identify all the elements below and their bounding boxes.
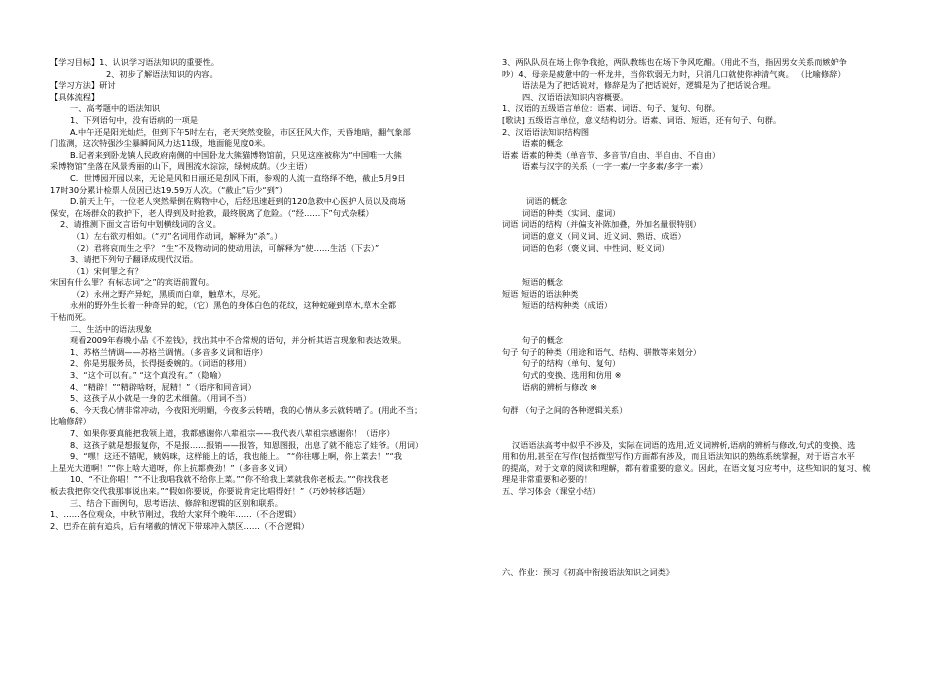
blank-line (502, 416, 906, 428)
text-line: 永州的野外生长着一种奇异的蛇，（它）黑色的身体白色的花纹，这种蛇碰到草木,草木全都 (70, 300, 397, 311)
blank-line (502, 173, 906, 185)
text-line: 用和仿用,甚至在写作(包括微型写作)方面都有涉及，而且语法知识的熟练系统掌握，对于语言水平 (502, 451, 855, 462)
text-line: 1、苏格兰情调——苏格兰调情。（多音多义词和语序） (70, 346, 268, 357)
text-line: 板去我把你交代我那事说出来。”“假如你要说，你要说肯定比唱得好！”（巧妙转移话题） (50, 485, 370, 496)
text-line: 短语 短语的语法种类 (502, 288, 579, 299)
text-line: 2、汉语语法知识结构图 (502, 126, 590, 137)
text-line: 8、这孩子就是想报复你，不是报……报销——报答，知恩图报，出息了就不能忘了娃爷。（用词） (70, 439, 424, 450)
text-line: 语素 语素的种类（单音节、多音节/自由、半自由、不自由） (502, 149, 721, 160)
text-line: 干枯而死。 (50, 312, 91, 323)
text-line: 句式的变换、选用和仿用 ※ (522, 370, 622, 381)
text-line: （2）君将哀而生之乎？ “生”不及物动词的使动用法，可解释为“使……生活（下去）” (72, 242, 380, 253)
text-line: 词语的色彩（褒义词、中性词、贬义词） (522, 242, 670, 253)
text-line: 句子 句子的种类（用途和语气、结构、骈散等来划分） (502, 346, 702, 357)
text-line: C．世博园开园以来，无论是风和日丽还是刮风下雨，参观的人流一直络绎不绝，截止5月9日 (70, 172, 406, 183)
text-line: 一、高考题中的语法知识 (70, 103, 161, 114)
text-line: 【具体流程】 (50, 91, 100, 102)
text-line: 语法是为了把话说对，修辞是为了把话说好，逻辑是为了把话说合理。 (522, 80, 776, 91)
blank-line (502, 521, 906, 533)
text-line: [歌诀] 五级语言单位，意义结构切分。语素、词语、短语，还有句子、句群。 (502, 114, 782, 125)
text-line: 词语 词语的结构（并偏支补陈加叠，外加名量很特别） (502, 219, 702, 230)
text-line: 上星光大道啊！”“你上啥大道呀，你上抗都费劲！”（多音多义词） (50, 462, 292, 473)
text-line: 2、巴乔在前有追兵，后有堵截的情况下带球冲入禁区……（不合逻辑） (50, 520, 310, 531)
text-line: 1、汉语的五级语言单位：语素、词语、句子、复句、句群。 (502, 103, 721, 114)
text-line: 二、生活中的语法现象 (70, 323, 152, 334)
blank-line (502, 498, 906, 510)
text-line: 汉语语法高考中似乎不涉及，实际在词语的选用,近义词辨析,语病的辨析与修改,句式的变换、选 (512, 439, 856, 450)
text-line: 句子的概念 (522, 335, 563, 346)
text-line: 9、“嘿！这还不错呢，姨妈咪，这样能上的话，我也能上。 ”“你往哪上啊，你上菜去！”“我 (70, 451, 402, 462)
blank-line (502, 532, 906, 544)
text-line: （1）左右欲刃相如。（“刃”名词用作动词，解释为“杀”。） (72, 230, 283, 241)
text-line: 词语的意义（同义词、近义词、熟语、成语） (522, 230, 686, 241)
text-line: 三、结合下面例句，思考语法、修辞和逻辑的区别和联系。 (70, 497, 283, 508)
text-line: 7、如果你要真能把我领上道，我都感谢你八辈祖宗——我代表八辈祖宗感谢你！（语序） (70, 428, 395, 438)
text-line: 理是非常重要和必要的！ (502, 474, 593, 485)
text-line: B.记者来到卧龙镇人民政府南侧的中国卧龙大熊猫博物馆前，只见这座被称为“中国唯一大熊 (70, 149, 402, 160)
text-line: 3、“这个可以有。” “这个真没有。”（隐喻） (70, 370, 226, 381)
text-line: 门监测，这次特强沙尘暴瞬间风力达11级，地面能见度0米。 (50, 138, 271, 149)
text-line: （2）永州之野产异蛇，黑质而白章，触草木，尽死。 (72, 288, 266, 299)
blank-line (502, 509, 906, 521)
blank-line (502, 556, 906, 568)
blank-line (502, 312, 906, 324)
text-line: 17时30分累计检票人员因已达19.59万人次。（“截止”后少“到”） (50, 184, 288, 195)
text-line: 语素的概念 (522, 138, 563, 149)
text-line: 6、今天我心情非常冲动，今夜阳光明媚，今夜多云转晴，我的心情从多云就转晴了。(用此不当； (70, 404, 423, 415)
text-line: 比喻修辞） (50, 416, 91, 427)
text-line: 宋国有什么罪？有标志词“之”的宾语前置句。 (50, 277, 215, 288)
text-line: 2、请推测下面文言语句中划横线词的含义。 (60, 219, 221, 230)
text-line: 1、下列语句中，没有语病的一项是 (70, 114, 199, 125)
text-line: 的提高，对于文章的阅读和理解，都有着重要的意义。因此，在语文复习应考中，这些知识的复习、梳 (502, 462, 871, 473)
text-line: 保安，在场群众的救护下，老人得到及时抢救，最终脱离了危险。（“经……下”句式杂糅） (50, 207, 374, 218)
text-line: （1）宋何罪之有？ (72, 265, 143, 276)
text-line: 五、学习体会（课堂小结） (502, 485, 601, 496)
text-line: 短语的概念 (522, 277, 563, 288)
right-column (502, 57, 906, 579)
blank-line (502, 266, 906, 278)
text-line: 【学习方法】研讨 (50, 80, 116, 91)
blank-line (502, 324, 906, 336)
blank-line (502, 185, 906, 197)
text-line: 5、这孩子从小就是一身的艺术细菌。（用词不当） (70, 393, 252, 404)
text-line: 4、“精辟！”“精辟啥呀，屁精！”（语序和同音词） (70, 381, 256, 392)
text-line: 观看2009年春晚小品《不差钱》，找出其中不合常规的语句，并分析其语言现象和表达效果。 (70, 335, 407, 346)
blank-line (502, 254, 906, 266)
text-line: 语素与汉字的关系（一字一素/一字多素/多字一素） (522, 161, 708, 172)
text-line: 2、你是男服务员，长得挺委婉的。（词语的移用） (70, 358, 252, 369)
left-column (50, 57, 458, 532)
text-line: 【学习目标】1、认识学习语法知识的重要性。 (50, 57, 219, 67)
blank-line (502, 428, 906, 440)
text-line: 3、请把下列句子翻译成现代汉语。 (70, 254, 199, 265)
text-line: A.中午还是阳光灿烂，但到下午5时左右，老天突然变脸，市区狂风大作，天昏地暗，翻气象部 (70, 126, 411, 137)
text-line: 1、……各位观众，中秋节刚过，我给大家拜个晚年……（不合逻辑） (50, 509, 301, 520)
text-line: 句子的结构（单句、复句） (522, 358, 621, 369)
text-line: 词语的概念 (526, 196, 567, 207)
text-line: 词语的种类（实词、虚词） (522, 207, 621, 218)
blank-line (502, 544, 906, 556)
text-line: 句群 （句子之间的各种逻辑关系） (502, 404, 628, 415)
text-line: 四、汉语语法知识内容概要。 (522, 91, 629, 102)
text-line: 六、作业：预习《初高中衔接语法知识之词类》 (502, 567, 674, 578)
text-line: 2、初步了解语法知识的内容。 (106, 68, 218, 79)
text-line: 语病的辨析与修改 ※ (522, 381, 597, 392)
text-line: 10、“不让你唱！”“不让我唱我就不给你上菜。”“你不给我上菜就我你老板去。”“你找我老 (70, 474, 389, 485)
text-line: 短语的结构种类（成语） (522, 300, 613, 311)
text-line: 吵）4、母亲是疲惫中的一杯龙井，当你软弱无力时，只消几口就使你神清气爽。 （比喻修辞） (502, 68, 846, 79)
text-line: 3、两队队员在场上你争我抢，两队教练也在场下争风吃醋。（用此不当，指因男女关系而嫉妒争 (502, 57, 847, 67)
blank-line (502, 393, 906, 405)
text-line: D.前天上午，一位老人突然晕倒在购物中心，后经迅速赶到的120急救中心医护人员以及商场 (70, 196, 406, 207)
text-line: 采博物馆”坐落在风景秀丽的山下，周围流水淙淙，绿树成荫。（少主语） (50, 161, 313, 172)
